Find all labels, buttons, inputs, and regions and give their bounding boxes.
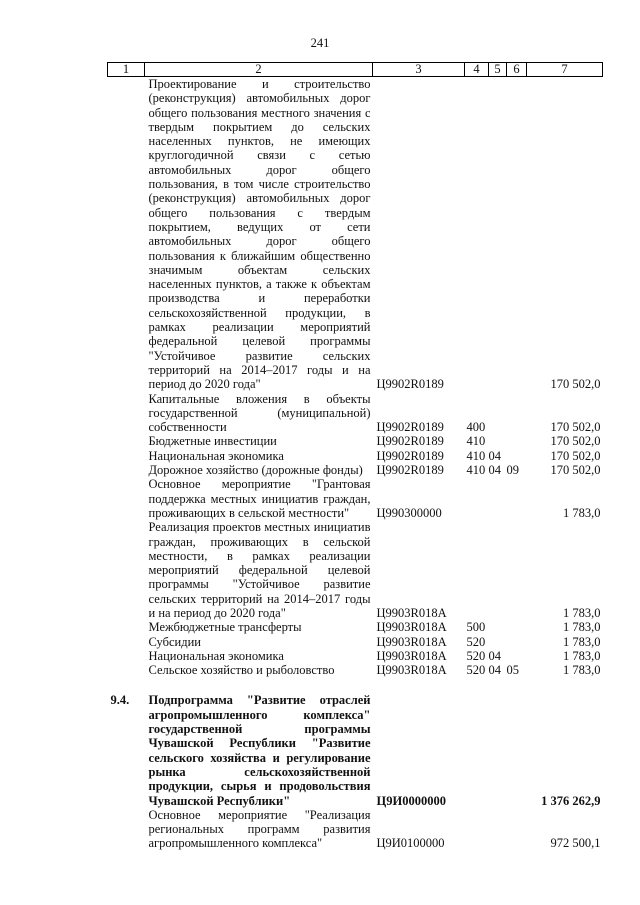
row-name: Капитальные вложения в объекты государственной (муниципальной) собственности xyxy=(148,391,371,435)
table-row xyxy=(108,808,603,851)
table-row xyxy=(108,693,603,807)
row-subsection xyxy=(507,477,527,520)
row-number xyxy=(108,649,145,663)
row-code: Ц9903R018A xyxy=(376,605,447,620)
row-vid: 400 xyxy=(466,420,486,435)
row-section xyxy=(489,693,507,807)
row-subsection xyxy=(507,520,527,620)
row-vid xyxy=(465,520,489,620)
row-code: Ц9903R018A xyxy=(376,648,447,663)
row-name: Межбюджетные трансферты xyxy=(148,620,302,635)
row-vid: 500 xyxy=(466,620,486,635)
header-col-4: 4 xyxy=(465,63,489,77)
table-row xyxy=(108,520,603,620)
row-number xyxy=(108,392,145,435)
table-row xyxy=(108,635,603,649)
table-row xyxy=(108,434,603,448)
row-subsection: 05 xyxy=(506,663,519,678)
row-code: Ц9902R0189 xyxy=(376,377,444,392)
row-name: Национальная экономика xyxy=(148,648,284,663)
row-subsection xyxy=(507,635,527,649)
row-section xyxy=(489,477,507,520)
table-row xyxy=(108,463,603,477)
row-vid: 520 xyxy=(466,634,486,649)
row-vid xyxy=(465,77,489,392)
spacer-row xyxy=(108,677,603,693)
row-number xyxy=(108,663,145,677)
budget-table xyxy=(107,62,603,851)
header-col-2: 2 xyxy=(145,63,373,77)
row-section xyxy=(489,520,507,620)
row-amount: 170 502,0 xyxy=(550,377,601,392)
row-number xyxy=(108,620,145,634)
row-code: Ц9902R0189 xyxy=(376,420,444,435)
row-subsection xyxy=(507,808,527,851)
row-number xyxy=(108,477,145,520)
header-col-6: 6 xyxy=(507,63,527,77)
header-col-5: 5 xyxy=(489,63,507,77)
row-section: 04 xyxy=(488,463,501,478)
table-row xyxy=(108,620,603,634)
row-amount: 170 502,0 xyxy=(550,420,601,435)
row-amount: 1 783,0 xyxy=(563,648,601,663)
table-row xyxy=(108,392,603,435)
table-body xyxy=(108,77,603,851)
row-code: Ц9902R0189 xyxy=(376,434,444,449)
row-section: 04 xyxy=(488,448,501,463)
row-amount: 1 783,0 xyxy=(563,605,601,620)
row-amount: 170 502,0 xyxy=(550,434,601,449)
row-code: Ц9И0100000 xyxy=(376,836,445,851)
row-vid xyxy=(465,808,489,851)
row-name: Подпрограмма "Развитие отраслей агропромышленного комплекса" государственной программы Чувашской Республики "Развитие сельского хозяйства и регулирование рынка сельскохозяйственной продукции, сырья и продовольствия Чувашской Республики" xyxy=(148,693,371,808)
row-number xyxy=(108,77,145,392)
row-number xyxy=(108,434,145,448)
row-vid: 410 xyxy=(466,463,486,478)
row-vid xyxy=(465,477,489,520)
row-subsection: 09 xyxy=(506,463,519,478)
row-code: Ц9903R018A xyxy=(376,634,447,649)
row-subsection xyxy=(507,620,527,634)
row-amount: 1 783,0 xyxy=(563,620,601,635)
row-code: Ц990300000 xyxy=(376,505,442,520)
row-name: Основное мероприятие "Реализация региональных программ развития агропромышленного комплекса" xyxy=(148,807,371,851)
row-subsection xyxy=(507,77,527,392)
row-amount: 1 783,0 xyxy=(563,505,601,520)
row-name: Основное мероприятие "Грантовая поддержка местных инициатив граждан, проживающих в сельской местности" xyxy=(148,477,371,520)
row-vid: 520 xyxy=(466,663,486,678)
row-amount: 1 783,0 xyxy=(563,634,601,649)
row-amount: 1 783,0 xyxy=(563,663,601,678)
row-subsection xyxy=(507,392,527,435)
row-section: 04 xyxy=(488,648,501,663)
row-section xyxy=(489,392,507,435)
row-name: Национальная экономика xyxy=(148,448,284,463)
row-code: Ц9902R0189 xyxy=(376,448,444,463)
row-code: Ц9903R018A xyxy=(376,620,447,635)
header-col-3: 3 xyxy=(373,63,465,77)
table-row xyxy=(108,77,603,392)
row-code: Ц9902R0189 xyxy=(376,463,444,478)
row-number xyxy=(108,808,145,851)
spacer-cell xyxy=(108,677,603,693)
row-number: 9.4. xyxy=(110,693,130,708)
row-name: Бюджетные инвестиции xyxy=(148,434,277,449)
row-section: 04 xyxy=(488,663,501,678)
row-number xyxy=(108,463,145,477)
row-name: Проектирование и строительство (реконструкция) автомобильных дорог общего пользования местного значения с твердым покрытием до сельских населенных пунктов, не имеющих круглогодичной связи с сетью автомобильных дорог общего пользования, в том числе строительство (реконструкция) автомобильных дорог общего пользования с твердым покрытием, ведущих от сети автомобильных дорог общего пользования к ближайшим общественно значимым объектам сельских населенных пунктов, а также к объектам производства и переработки сельскохозяйственной продукции, в рамках реализации мероприятий федеральной целевой программы "Устойчивое развитие сельских территорий на 2014–2017 годы и на период до 2020 года" xyxy=(148,77,371,392)
row-number xyxy=(108,520,145,620)
row-subsection xyxy=(507,649,527,663)
row-number xyxy=(108,449,145,463)
row-section xyxy=(489,434,507,448)
row-subsection xyxy=(507,434,527,448)
row-subsection xyxy=(507,449,527,463)
row-code: Ц9903R018A xyxy=(376,663,447,678)
row-section xyxy=(489,620,507,634)
row-amount: 972 500,1 xyxy=(550,836,601,851)
table-row xyxy=(108,663,603,677)
row-vid: 410 xyxy=(466,448,486,463)
table-row xyxy=(108,649,603,663)
row-vid: 410 xyxy=(466,434,486,449)
row-amount: 170 502,0 xyxy=(550,463,601,478)
row-number xyxy=(108,635,145,649)
row-section xyxy=(489,808,507,851)
table-header xyxy=(108,63,603,77)
row-subsection xyxy=(507,693,527,807)
row-name: Дорожное хозяйство (дорожные фонды) xyxy=(148,463,363,478)
header-row xyxy=(108,63,603,77)
page-number: 241 xyxy=(310,36,330,50)
table-row xyxy=(108,477,603,520)
row-code: Ц9И0000000 xyxy=(376,793,446,808)
row-name: Реализация проектов местных инициатив граждан, проживающих в сельской местности, в рамках реализации мероприятий федеральной целевой программы "Устойчивое развитие сельских территорий на 2014–2017 годы и на период до 2020 года" xyxy=(148,520,371,620)
row-vid xyxy=(465,693,489,807)
row-name: Сельское хозяйство и рыболовство xyxy=(148,663,335,678)
header-col-7: 7 xyxy=(527,63,603,77)
row-section xyxy=(489,635,507,649)
header-col-1: 1 xyxy=(108,63,145,77)
row-name: Субсидии xyxy=(148,634,201,649)
row-amount: 1 376 262,9 xyxy=(541,793,601,808)
table-row xyxy=(108,449,603,463)
row-amount: 170 502,0 xyxy=(550,448,601,463)
row-section xyxy=(489,77,507,392)
row-vid: 520 xyxy=(466,648,486,663)
